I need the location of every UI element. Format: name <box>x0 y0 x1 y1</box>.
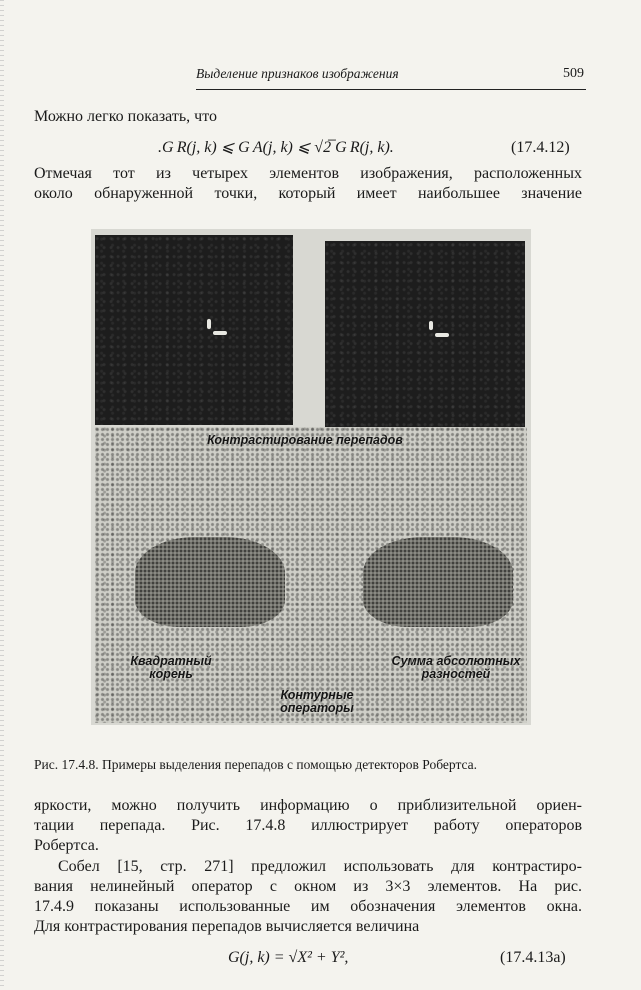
figure-17-4-8 <box>91 229 531 725</box>
page-edge-dots <box>0 0 4 990</box>
paragraph-line: 17.4.9 показаны использованные им обозначения элементов окна. <box>34 898 582 915</box>
tank-image-left <box>135 537 285 627</box>
edge-mark <box>435 333 449 337</box>
intro-line: Можно легко показать, что <box>34 108 217 125</box>
equation-number-17-4-13a: (17.4.13а) <box>500 949 566 966</box>
label-contour-operators: Контурные операторы <box>280 688 354 715</box>
header-rule <box>196 89 586 90</box>
edge-mark <box>213 331 227 335</box>
image-panel-top-left <box>95 235 293 425</box>
paragraph-line: Робертса. <box>34 837 99 854</box>
formula-17-4-13a: G(j, k) = √X² + Y², <box>228 949 349 966</box>
paragraph-line: Собел [15, стр. 271] предложил использовать для контрастиро- <box>58 858 582 875</box>
paragraph-line: яркости, можно получить информацию о приблизительной ориен- <box>34 797 582 814</box>
header-title: Выделение признаков изображения <box>196 66 399 81</box>
image-panel-top-right <box>325 241 525 427</box>
edge-mark <box>429 321 433 330</box>
label-contrast-edges: Контрастирование перепадов <box>207 433 403 447</box>
page-number: 509 <box>563 66 584 81</box>
paragraph-line: тации перепада. Рис. 17.4.8 иллюстрирует работу операторов <box>34 817 582 834</box>
label-sum-abs-diff: Сумма абсолютных разностей <box>391 654 521 681</box>
paragraph-line: Для контрастирования перепадов вычисляется величина <box>34 918 420 935</box>
paragraph-line: Отмечая тот из четырех элементов изображения, расположенных <box>34 165 582 182</box>
running-header <box>196 66 586 86</box>
tank-image-right <box>363 537 513 627</box>
paragraph-line: вания нелинейный оператор с окном из 3×3 элементов. На рис. <box>34 878 582 895</box>
label-square-root: Квадратный корень <box>130 654 212 681</box>
figure-caption: Рис. 17.4.8. Примеры выделения перепадов с помощью детекторов Робертса. <box>34 757 478 772</box>
formula-17-4-12: .G R(j, k) ⩽ G A(j, k) ⩽ √2̅ G R(j, k). <box>158 139 394 156</box>
edge-mark <box>207 319 211 329</box>
paragraph-line: около обнаруженной точки, который имеет наибольшее значение <box>34 185 582 202</box>
equation-number-17-4-12: (17.4.12) <box>511 139 570 156</box>
